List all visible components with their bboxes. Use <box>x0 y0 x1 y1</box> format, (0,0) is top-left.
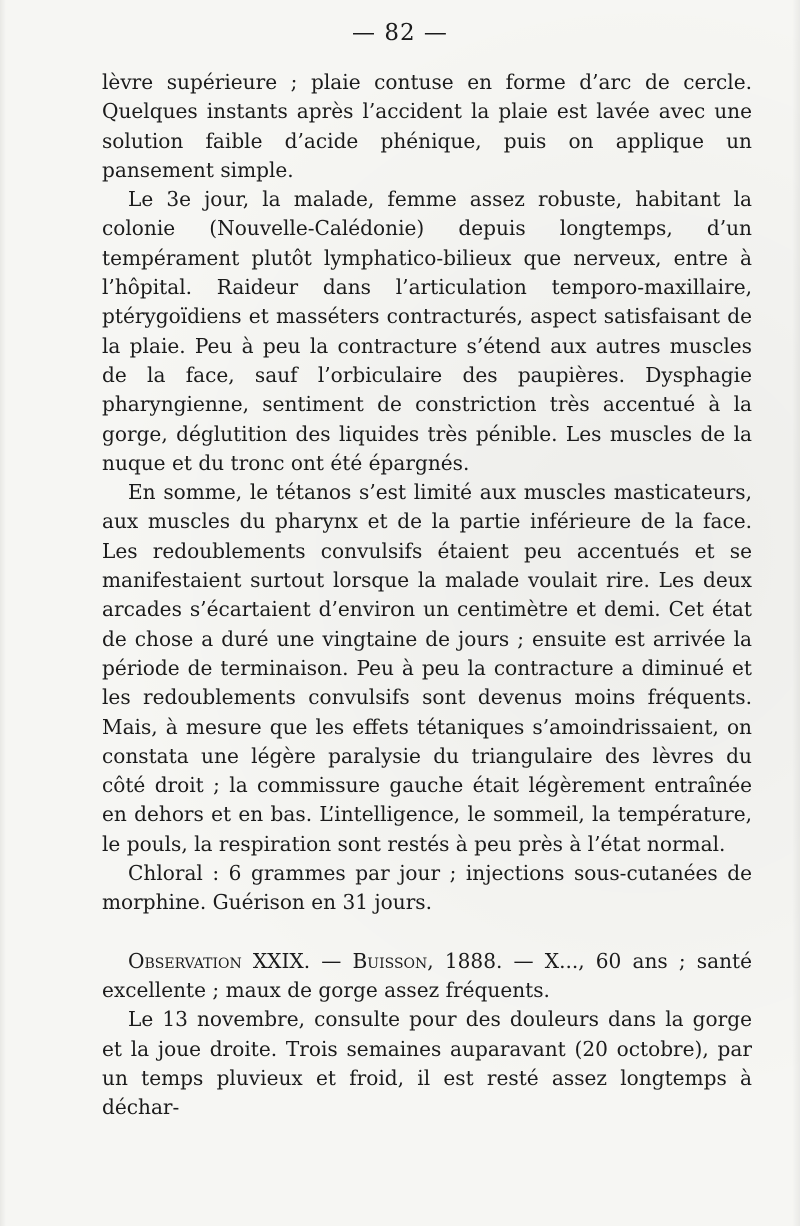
observation-heading: Observation XXIX <box>128 948 304 973</box>
observation-author: Buisson <box>352 948 428 973</box>
paragraph-2: Le 3e jour, la malade, femme assez robuste, habitant la colonie (Nouvelle-Calédonie) depuis longtemps, d’un tempérament plutôt lymphatico-bilieux que nerveux, entre à l’hôpital. Raideur dans l’articulation temporo-maxillaire, ptérygoïdiens et masséters contracturés, aspect satisfaisant de la plaie. Peu à peu la contracture s’étend aux autres muscles de la face, sauf l’orbiculaire des paupières. Dysphagie pharyngienne, sentiment de constriction très accentué à la gorge, déglutition des liquides très pénible. Les muscles de la nuque et du tronc ont été épargnés. <box>102 187 752 475</box>
paragraph-4: Chloral : 6 grammes par jour ; injections sous-cutanées de morphine. Guérison en 31 jours. <box>102 861 752 915</box>
page-number: — 82 — <box>352 20 448 46</box>
observation-header: Observation XXIX. — Buisson, 1888. — X..., 60 ans ; santé excellente ; maux de gorge assez fréquents. <box>102 948 752 1002</box>
paragraph-final: Le 13 novembre, consulte pour des douleurs dans la gorge et la joue droite. Trois semaines auparavant (20 octobre), par un temps pluvieux et froid, il est resté assez longtemps à déchar- <box>102 1007 752 1120</box>
paragraph-1: lèvre supérieure ; plaie contuse en forme d’arc de cercle. Quelques instants après l’accident la plaie est lavée avec une solution faible d’acide phénique, puis on applique un pansement simple. <box>102 70 752 182</box>
paragraph-3: En somme, le tétanos s’est limité aux muscles masticateurs, aux muscles du pharynx et de la partie inférieure de la face. Les redoublements convulsifs étaient peu accentués et se manifestaient surtout lorsque la malade voulait rire. Les deux arcades s’écartaient d’environ un centimètre et demi. Cet état de chose a duré une vingtaine de jours ; ensuite est arrivée la période de terminaison. Peu à peu la contracture a diminué et les redoublements convulsifs sont devenus moins fréquents. Mais, à mesure que les effets tétaniques s’amoindrissaient, on constata une légère paralysie du triangulaire des lèvres du côté droit ; la commissure gauche était légèrement entraînée en dehors et en bas. L’intelligence, le sommeil, la température, le pouls, la respiration sont restés à peu près à l’état normal. <box>102 480 752 856</box>
body-text <box>102 68 752 1122</box>
observation-rest: , 1888. — X..., 60 ans ; santé excellente ; maux de gorge assez fréquents. <box>102 948 752 1002</box>
